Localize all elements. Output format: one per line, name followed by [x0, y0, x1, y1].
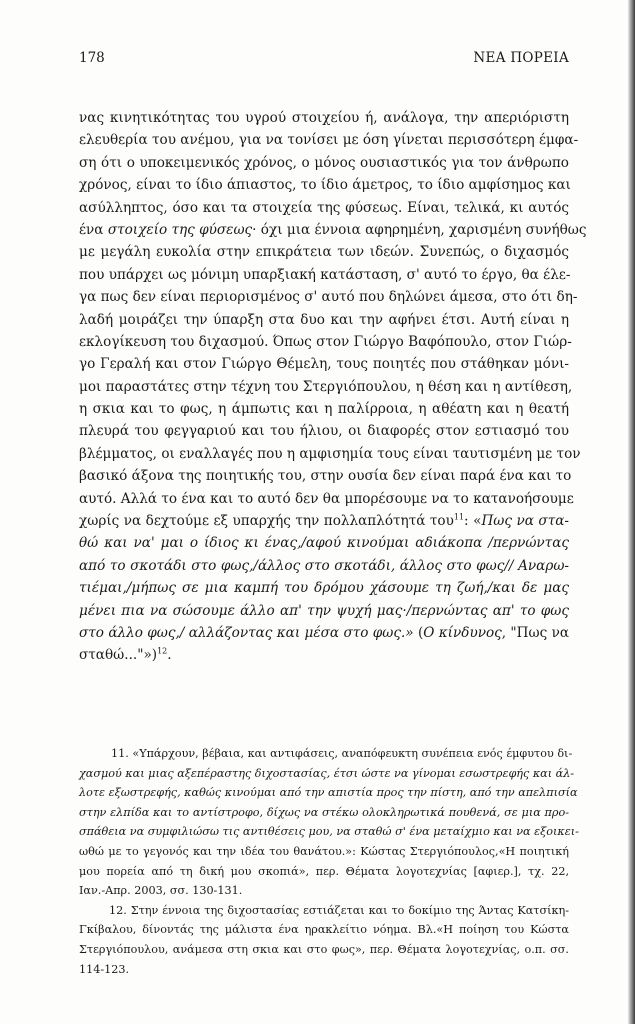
text-line: μοι παραστάτες στην τέχνη του Στεργιόπουλου, η θέση και η αντίθεση,: [79, 378, 573, 395]
text-line: ελευθερία του ανέμου, για να τονίσει με όση γίνεται περισσότερη έμφα-: [79, 132, 579, 149]
text-line: χρόνος, είναι το ίδιο άπιαστος, το ίδιο άμετρος, το ίδιο αμφίσημος και: [79, 177, 571, 194]
text-line-start: χωρίς να δεχτούμε εξ υπαρχής την πολλαπλότητά του: [79, 513, 454, 530]
text-line: νας κινητικότητας του υγρού στοιχείου ή, ανάλογα, την απεριόριστη: [79, 110, 569, 126]
text-line-start: ένα: [79, 221, 108, 238]
footnote-quote: λοτε εξωστρεφής, καθώς κινούμαι από την απιστία προς την πίστη, από την απελπισία: [79, 786, 578, 800]
footnote-quote: στην ελπίδα και το αντίστροφο, δίχως να στέκω ολοκληρωτικά πουθενά, σε μια προ-: [79, 805, 569, 819]
footnote-12-line: Γκίβαλου, δίνοντάς της μάλιστα ένα ηρακλείτιο νόημα. Βλ.«Η ποίηση του Κώστα: [79, 923, 569, 937]
text-line: [79, 600, 569, 622]
quoted-poem: τιέμαι,/μήπως σε μια καμπή του δρόμου χάσουμε τη ζωή,/και δε μας: [79, 580, 569, 597]
citation-title: Ο κίνδυνος: [423, 624, 502, 641]
text-line: [79, 219, 587, 241]
text-line: η σκια και το φως, η άμπωτις και η παλίρροια, η αθέατη και η θεατή: [79, 401, 569, 418]
text-line: γο Γεραλή και στον Γιώργο Θέμελη, τους ποιητές που στάθηκαν μόνι-: [79, 356, 569, 373]
text-line: [79, 532, 569, 554]
text-line: ση ότι ο υποκειμενικός χρόνος, ο μόνος ουσιαστικός για τον άνθρωπο: [79, 154, 569, 171]
text-line: [79, 510, 569, 532]
footnote-11-line: [79, 764, 575, 784]
footnote-11-line: Ιαν.-Απρ. 2003, σσ. 130-131.: [79, 884, 243, 898]
text-line-rest: · όχι μια έννοια αφηρημένη, χαρισμένη συνήθως: [252, 221, 587, 238]
page-edge-shadow: [628, 0, 635, 1024]
footnote-11-line: μου πορεία από τη δική μου σκοπιά», περ. Θέματα λογοτεχνίας [αφιερ.], τχ. 22,: [79, 864, 569, 878]
text-line: που υπάρχει ως μόνιμη υπαρξιακή κατάσταση, σ' αυτό το έργο, θα έλε-: [79, 266, 571, 283]
footnote-11-line: ωθώ με το γεγονός και την ιδέα του θανάτου.»: Κώστας Στεργιόπουλος,«Η ποιητική: [79, 844, 569, 858]
footnote-ref-11[interactable]: 11: [453, 512, 465, 522]
quoted-poem-end: στο άλλο φως,/ αλλάζοντας και μέσα στο φως.»: [79, 624, 414, 641]
footnote-quote: χασμού και μιας αξεπέραστης διχοστασίας, έτσι ώστε να γίνομαι εσωστρεφής και άλ-: [79, 766, 575, 780]
quoted-poem-start: Πως να στα-: [481, 513, 569, 530]
citation-quote: , "Πως να: [501, 624, 570, 641]
page-header: [79, 50, 569, 70]
text-line: [79, 622, 569, 644]
footnote-ref-12[interactable]: 12: [157, 646, 168, 656]
citation-end: σταθώ..."»): [79, 647, 158, 664]
quote-open: : «: [464, 513, 482, 530]
italic-phrase: στοιχείο της φύσεως: [107, 221, 253, 238]
quoted-poem: μένει πια να σώσουμε άλλο απ' την ψυχή μας·/περνώντας απ' το φως: [79, 602, 569, 619]
footnote-text: 11. «Υπάρχουν, βέβαια, και αντιφάσεις, αναπόφευκτη συνέπεια ενός έμφυτου δι-: [111, 747, 573, 760]
text-line: λαδή μοιράζει την ύπαρξη στα δυο και την αφήνει έτσι. Αυτή είναι η: [79, 311, 569, 328]
footnote-12-line: Στεργιόπουλου, ανάμεσα στη σκια και στο φως», περ. Θέματα λογοτεχνίας, ο.π. σσ.: [79, 942, 569, 956]
running-head: ΝΕΑ ΠΟΡΕΙΑ: [473, 50, 569, 66]
text-line: ασύλληπτος, όσο και τα στοιχεία της φύσεως. Είναι, τελικά, κι αυτός: [79, 199, 569, 216]
footnote-12-line: 114-123.: [79, 962, 130, 976]
citation-paren: (: [413, 624, 424, 641]
text-line: πλευρά του φεγγαριού και του ήλιου, οι διαφορές στον εστιασμό του: [79, 423, 569, 440]
sentence-end: .: [167, 647, 172, 664]
text-line: βασικό άξονα της ποιητικής του, στην ουσία δεν είναι παρά ένα και το: [79, 468, 572, 485]
page-number: 178: [79, 50, 105, 66]
text-line: εκλογίκευση του διχασμού. Όπως στον Γιώργο Βαφόπουλο, στον Γιώρ-: [79, 333, 572, 350]
footnote-12-line: 12. Στην έννοια της διχοστασίας εστιάζεται και το δοκίμιο της Άντας Κατσίκη-: [109, 903, 569, 917]
quoted-poem: από το σκοτάδι στο φως,/άλλος στο σκοτάδι, άλλος στο φως// Αναρω-: [79, 557, 569, 574]
text-line: [79, 577, 569, 599]
text-line: [79, 555, 569, 577]
main-text: [79, 107, 587, 667]
text-line: [79, 644, 569, 666]
footnotes: [79, 744, 579, 979]
text-line: αυτό. Αλλά το ένα και το αυτό δεν θα μπορέσουμε να το κατανοήσουμε: [79, 490, 574, 507]
footnote-11-line: [79, 803, 569, 823]
footnote-11-line: [79, 783, 578, 803]
text-line: με μεγάλη ευκολία στην επικράτεια των ιδεών. Συνεπώς, ο διχασμός: [79, 244, 569, 261]
quoted-poem: θώ και να' μαι ο ίδιος κι ένας,/αφού κινούμαι αδιάκοπα /περνώντας: [79, 535, 569, 552]
footnote-11-line: [79, 744, 573, 764]
text-line: βλέμματος, οι εναλλαγές που η αμφισημία τους είναι ταυτισμένη με τον: [79, 445, 581, 462]
text-line: γα πως δεν είναι περιορισμένος σ' αυτό που δηλώνει άμεσα, στο ότι δη-: [79, 289, 578, 306]
footnote-11-line: [79, 822, 579, 842]
footnote-quote: σπάθεια να συμφιλιώσω τις αντιθέσεις μου, να σταθώ σ' ένα μεταίχμιο και να εξοικει-: [79, 825, 579, 839]
